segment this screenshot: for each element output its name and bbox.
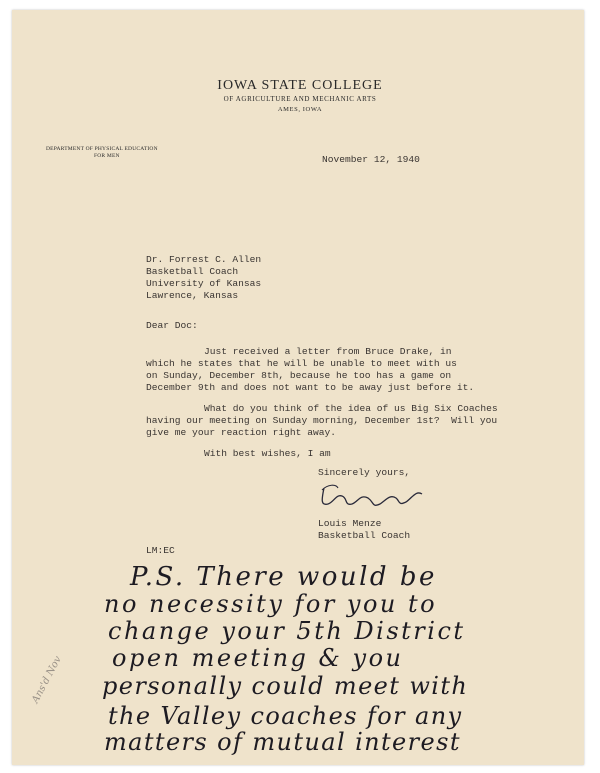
closing-wishes: With best wishes, I am bbox=[204, 448, 331, 459]
complimentary-close: Sincerely yours, bbox=[318, 467, 411, 478]
body-line: What do you think of the idea of us Big Six Coaches bbox=[204, 403, 498, 414]
signer-title: Basketball Coach bbox=[318, 530, 411, 541]
department-line-2: FOR MEN bbox=[94, 153, 120, 159]
postscript-line: no necessity for you to bbox=[104, 590, 438, 618]
signer-name: Louis Menze bbox=[318, 518, 382, 529]
postscript-line: change your 5th District bbox=[108, 617, 466, 645]
letterhead-city: AMES, IOWA bbox=[277, 106, 323, 113]
postscript-line: open meeting & you bbox=[112, 644, 404, 672]
typist-initials: LM:EC bbox=[146, 545, 175, 556]
recipient-line: Dr. Forrest C. Allen bbox=[146, 254, 262, 265]
letter-date: November 12, 1940 bbox=[322, 154, 420, 165]
pencil-annotation: Ans'd Nov bbox=[30, 654, 64, 706]
salutation: Dear Doc: bbox=[146, 320, 198, 331]
recipient-line: University of Kansas bbox=[146, 278, 262, 289]
body-line: which he states that he will be unable to meet with us bbox=[146, 358, 457, 369]
postscript-line: the Valley coaches for any bbox=[108, 702, 463, 730]
body-line: give me your reaction right away. bbox=[146, 427, 336, 438]
postscript-line: P.S. There would be bbox=[130, 562, 437, 592]
letterhead-subtitle: OF AGRICULTURE AND MECHANIC ARTS bbox=[223, 95, 377, 103]
postscript-line: matters of mutual interest bbox=[104, 728, 461, 756]
recipient-line: Lawrence, Kansas bbox=[146, 290, 239, 301]
department-line-1: DEPARTMENT OF PHYSICAL EDUCATION bbox=[46, 146, 158, 152]
handwritten-signature bbox=[318, 480, 438, 514]
body-line: on Sunday, December 8th, because he too has a game on bbox=[146, 370, 452, 381]
recipient-line: Basketball Coach bbox=[146, 266, 239, 277]
letterhead-institution: IOWA STATE COLLEGE bbox=[217, 78, 383, 93]
body-line: December 9th and does not want to be away just before it. bbox=[146, 382, 475, 393]
postscript-line: personally could meet with bbox=[102, 672, 469, 700]
body-line: having our meeting on Sunday morning, December 1st? Will you bbox=[146, 415, 498, 426]
body-line: Just received a letter from Bruce Drake, in bbox=[204, 346, 452, 357]
